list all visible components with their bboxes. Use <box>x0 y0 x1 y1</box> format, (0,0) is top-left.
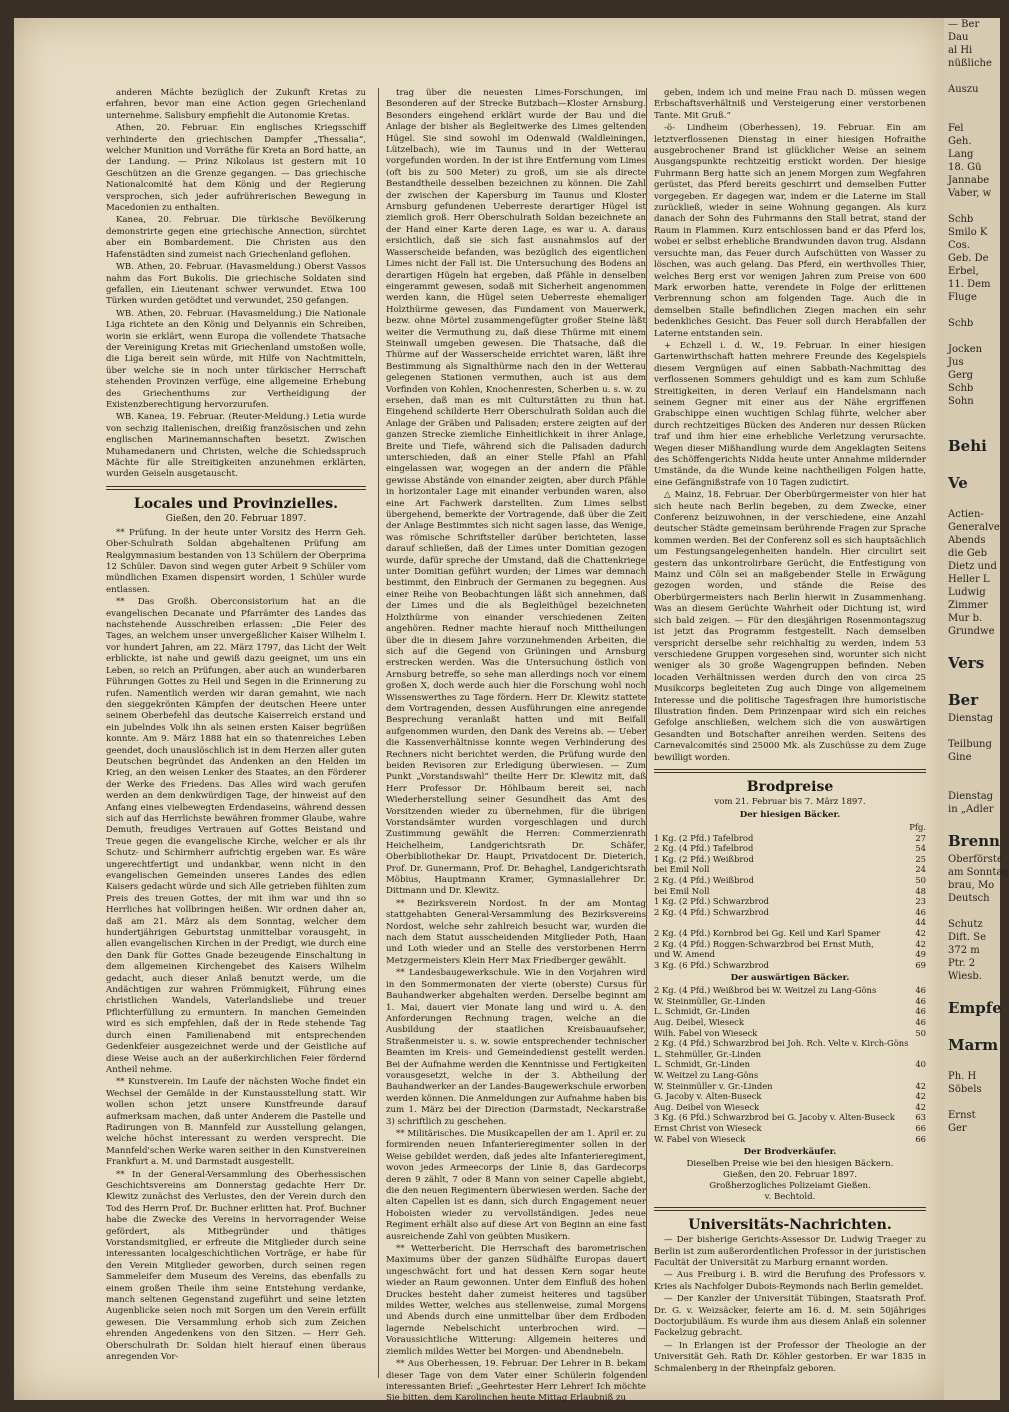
price-item: L. Stehmüller, Gr.-Linden <box>654 1048 762 1059</box>
edge-fragment: Auszu <box>948 84 979 95</box>
edge-fragment: Dietz und <box>948 561 997 572</box>
bread-prices-title: Brodpreise <box>746 778 834 795</box>
edge-fragment: Dift. Se <box>948 932 987 943</box>
price-item: 2 Kg. (4 Pfd.) Tafelbrod <box>654 843 754 854</box>
column-rule <box>378 88 379 1378</box>
price-row <box>654 833 926 844</box>
price-value: 63 <box>915 1112 926 1123</box>
price-value: 46 <box>915 985 926 996</box>
edge-fragment: Empfe <box>948 999 1002 1017</box>
price-item: 1 Kg. (2 Pfd.) Tafelbrod <box>654 832 754 843</box>
price-item: 2 Kg. (4 Pfd.) Roggen-Schwarzbrod bei Ernst Muth, <box>654 938 874 949</box>
edge-fragment: Generalve <box>948 522 1000 533</box>
price-row <box>654 864 926 875</box>
price-row <box>654 985 926 996</box>
price-value: 46 <box>915 1006 926 1017</box>
edge-fragment <box>944 421 1000 434</box>
price-value: 42 <box>915 938 926 949</box>
newspaper-page <box>14 18 944 1404</box>
edge-fragment: Marm <box>948 1036 999 1054</box>
price-row <box>654 843 926 854</box>
edge-fragment: Ernst <box>948 1110 976 1121</box>
price-value: 42 <box>915 1080 926 1091</box>
article-paragraph: + Echzell i. d. W., 19. Februar. In einer hiesigen Gartenwirthschaft hatten mehrere Freunde des Kegelspiels diesem Vergnügen auf einen Sabbath-Nachmittag des verflossenen Sommers gehuldigt und es kam zum Schluße Streitigkeiten, in deren Verlauf ein Handelsmann nach seinem Gegner mit einer aus der Nähe ergriffenen Grabschippe einen wuchtigen Schlag führte, welcher aber durch rechtzeitiges Bücken des Anderen nur dessen Rücken traf und ihm hier eine erhebliche Verletzung verursachte. Wegen dieser Mißhandlung wurde dem Angeklagten Seitens des Schöffengerichts Nidda heute unter Annahme mildernder Umstände, da die Wunde keine nachtheiligen Folgen hatte, eine Gefängnißstrafe von 10 Tagen zudictirt. <box>654 340 926 488</box>
price-value: 46 <box>915 995 926 1006</box>
price-item: 1 Kg. (2 Pfd.) Schwarzbrod <box>654 896 770 907</box>
edge-fragment: Vers <box>948 654 985 672</box>
price-value: 54 <box>915 843 926 854</box>
price-value <box>898 1070 926 1081</box>
edge-fragment: Gine <box>948 752 972 763</box>
edge-fragment: Erbel, <box>948 266 979 277</box>
edge-fragment: Geb. De <box>948 253 989 264</box>
edge-fragment: Oberförste <box>948 854 1003 865</box>
edge-fragment <box>944 725 1000 738</box>
edge-fragment: Ger <box>948 1123 967 1134</box>
article-paragraph: — Aus Freiburg i. B. wird die Berufung des Professors v. Kries als Nachfolger Dubois-Reymonds nach Berlin gemeldet. <box>654 1270 926 1292</box>
closing-line: v. Bechtold. <box>764 1192 816 1203</box>
edge-fragment: Ve <box>948 474 968 492</box>
edge-fragment: Sohn <box>948 396 974 407</box>
bread-sellers-heading: Der Brodverkäufer. <box>743 1147 837 1158</box>
price-unit: Pfg. <box>909 821 926 832</box>
edge-fragment: Dau <box>948 32 969 43</box>
edge-fragment: Schb <box>948 383 974 394</box>
price-row <box>654 907 926 918</box>
edge-fragment: die Geb <box>948 548 988 559</box>
price-value: 69 <box>915 959 926 970</box>
edge-fragment: — Ber <box>948 19 980 30</box>
price-item: 2 Kg. (4 Pfd.) Kornbrod bei Gg. Keil und Karl Spamer <box>654 927 881 938</box>
section-title-locales: Locales und Provinzielles. <box>133 495 339 512</box>
edge-fragment: 18. Gü <box>948 162 982 173</box>
column-2 <box>386 88 646 1404</box>
article-paragraph: -ö- Lindheim (Oberhessen), 19. Februar. Ein am letztverflossenen Dienstag in einer hiesigen Hofraithe ausgebrochener Brand ist glücklicher Weise an seinem Ausgangspunkte rechtzeitig erstickt worden. Der hiesige Fuhrmann Berg hatte sich an jenem Morgen zum Wegfahren gerüstet, das Pferd bereits geschirrt und demselben Futter vorgegeben. Er dagegen war, indem er die Laterne im Stall zurückließ, wieder in seine Wohnung gegangen. Als kurz danach der Sohn des Fuhrmanns den Stall betrat, stand der Raum in Flammen. Kurz entschlossen band er das Pferd los, wobei er selbst erhebliche Brandwunden davon trug. Alsdann versuchte man, das Feuer durch Aufschütten von Wasser zu löschen, was auch gelang. Das Pferd, ein werthvolles Thier, welches Berg erst vor wenigen Jahren zum Preise von 600 Mark erworben hatte, verendete in Folge der erlittenen Verbrennung schon am folgenden Tage. Auch die in demselben Stalle befindlichen Ziegen machen ein sehr bedenkliches Gesicht. Das Feuer soll durch Herabfallen der Laterne entstanden sein. <box>654 123 926 339</box>
article-paragraph: Athen, 20. Februar. Ein englisches Kriegsschiff verhinderte den griechischen Dampfer „Thessalia“, welcher Munition und Vorräthe für Kreta an Bord hatte, an der Landung. — Prinz Nikolaus ist gestern mit 10 Geschützen an die Grenze gegangen. — Das griechische Nationalcomité hat dem König und der Regierung versprochen, sich jeder aufrührerischen Bewegung in Macedonien zu enthalten. <box>106 123 366 214</box>
edge-fragment: nüßliche <box>948 58 992 69</box>
price-item: Aug. Deibel, Wieseck <box>654 1017 744 1028</box>
price-item: 2 Kg. (4 Pfd.) Schwarzbrod bei Joh. Rch. Velte v. Kirch-Göns <box>654 1038 909 1049</box>
price-value: 50 <box>915 874 926 885</box>
price-value: 42 <box>915 1101 926 1112</box>
price-row <box>654 1134 926 1145</box>
edge-fragment: Schutz <box>948 919 983 930</box>
edge-fragment <box>944 638 1000 651</box>
edge-fragment: Heller L <box>948 574 990 585</box>
edge-fragment <box>944 109 1000 122</box>
edge-fragment <box>944 96 1000 109</box>
closing-line: Gießen, den 20. Februar 1897. <box>722 1170 858 1181</box>
price-item: 3 Kg. (6 Pfd.) Schwarzbrod bei G. Jacoby v. Alten-Buseck <box>654 1112 895 1123</box>
article-paragraph: anderen Mächte bezüglich der Zukunft Kretas zu erfahren, bevor man eine Action gegen Griechenland unternehme. Salisbury empfiehlt die Autonomie Kretas. <box>106 88 366 121</box>
edge-fragment: Mur b. <box>948 613 983 624</box>
price-value: 23 <box>915 896 926 907</box>
price-item: G. Jacoby v. Alten-Buseck <box>654 1091 762 1102</box>
edge-fragment: Zimmer <box>948 600 988 611</box>
edge-fragment: Dienstag <box>948 791 994 802</box>
price-row <box>654 886 926 897</box>
article-paragraph: ** Bezirksverein Nordost. In der am Montag stattgehabten General-Versammlung des Bezirksvereins Nordost, welche sehr zahlreich besucht war, wurden die nach dem Statut ausscheidenden Mitglieder Poth, Haan und Loth wieder und an Stelle des verstorbenen Herrn Metzgermeisters Klein Herr Max Friedberger gewählt. <box>386 898 646 966</box>
edge-fragment: Jannabe <box>948 175 990 186</box>
price-row <box>654 854 926 865</box>
section-rule <box>654 1207 926 1211</box>
university-news-title: Universitäts-Nachrichten. <box>688 1217 892 1234</box>
price-row <box>654 1049 926 1060</box>
edge-fragment: Söbels <box>948 1084 982 1095</box>
edge-fragment <box>944 777 1000 790</box>
edge-fragment <box>944 816 1000 829</box>
price-row <box>654 1006 926 1017</box>
price-value: 66 <box>915 1133 926 1144</box>
edge-fragment: Cos. <box>948 240 970 251</box>
price-row <box>654 1081 926 1092</box>
price-value: 24 <box>915 864 926 875</box>
price-value: 46 <box>915 1017 926 1028</box>
edge-fragment: al Hi <box>948 45 973 56</box>
price-value: 44 <box>915 917 926 928</box>
price-value: 42 <box>915 927 926 938</box>
price-row <box>654 1070 926 1081</box>
article-paragraph: — Der bisherige Gerichts-Assessor Dr. Ludwig Traeger zu Berlin ist zum außerordentlichen Professor in der juristischen Facultät der Universität zu Marburg ernannt worden. <box>654 1235 926 1268</box>
article-paragraph: — In Erlangen ist der Professor der Theologie an der Universität Geh. Rath Dr. Köhler gestorben. Er war 1835 in Schmalenberg in der Rheinpfalz geboren. <box>654 1340 926 1374</box>
price-item: W. Steinmüller v. Gr.-Linden <box>654 1080 773 1091</box>
edge-fragment: Ber <box>948 691 979 709</box>
outer-bakers-heading: Der auswärtigen Bäcker. <box>730 973 850 984</box>
price-row <box>654 917 926 928</box>
edge-fragment: Ludwig <box>948 587 986 598</box>
edge-fragment: Teilbung <box>948 739 992 750</box>
edge-fragment: Wiesb. <box>948 971 982 982</box>
price-row <box>654 949 926 960</box>
edge-fragment: Abends <box>948 535 986 546</box>
edge-fragment: Gerg <box>948 370 974 381</box>
edge-fragment: Fluge <box>948 292 977 303</box>
edge-fragment: 372 m <box>948 945 980 956</box>
local-bakers-heading: Der hiesigen Bäcker. <box>739 809 841 820</box>
edge-fragment <box>944 408 1000 421</box>
price-value: 25 <box>915 853 926 864</box>
edge-fragment: Schb <box>948 214 974 225</box>
article-paragraph: ** Militärisches. Die Musikcapellen der am 1. April er. zu formirenden neuen Infanterieregimenter sollen in der Weise gebildet werden, daß jedes alte Infanterieregiment, wovon jedes Armeecorps der Linie 8, das Gardecorps deren 9 zählt, 7 oder 8 Mann von seiner Capelle abgiebt, die den neuen Regimentern überwiesen werden. Sache der alten Capellen ist es dann, sich durch Engagement neuer Hoboisten wieder zu vervollständigen. Jedes neue Regiment erhält also auf diese Art von Beginn an eine fast ausreichende Zahl von geübten Musikern. <box>386 1128 646 1242</box>
edge-fragment: Actien- <box>948 509 984 520</box>
price-item: W. Weitzel zu Lang-Göns <box>654 1070 759 1081</box>
edge-fragment: Fel <box>948 123 964 134</box>
price-row <box>654 1028 926 1039</box>
section-rule <box>106 486 366 490</box>
column-3 <box>654 88 926 1388</box>
price-row <box>654 896 926 907</box>
edge-fragment <box>944 330 1000 343</box>
edge-fragment: Jocken <box>948 344 983 355</box>
article-paragraph: WB. Athen, 20. Februar. (Havasmeldung.) Oberst Vassos nahm das Fort Bukolis. Die griechische Soldaten sind gefallen, ein Lieutenant schwer verwundet. Etwa 100 Türken wurden getödtet und verwundet, 250 gefangen. <box>106 262 366 307</box>
price-item: Wilh. Fabel von Wieseck <box>654 1027 758 1038</box>
price-item: L. Schmidt, Gr.-Linden <box>654 1059 750 1070</box>
edge-fragment: brau, Mo <box>948 880 995 891</box>
edge-fragment: am Sonntag <box>948 867 1009 878</box>
price-value: 66 <box>915 1123 926 1133</box>
edge-fragment <box>944 764 1000 777</box>
price-item: 2 Kg. (4 Pfd.) Weißbrod bei W. Weitzel zu Lang-Göns <box>654 985 877 996</box>
price-item: bei Emil Noll <box>654 864 710 875</box>
bread-prices-period: vom 21. Februar bis 7. März 1897. <box>714 796 866 807</box>
price-item: 3 Kg. (6 Pfd.) Schwarzbrod <box>654 959 770 970</box>
edge-fragment <box>944 70 1000 83</box>
closing-line: Großherzogliches Polizeiamt Gießen. <box>709 1181 871 1192</box>
edge-fragment: Brenn <box>948 832 1000 850</box>
edge-fragment: Lang <box>948 149 974 160</box>
price-row <box>654 1091 926 1102</box>
edge-fragment: 11. Dem <box>948 279 991 290</box>
price-value: 42 <box>915 1091 926 1102</box>
edge-fragment <box>944 1057 1000 1070</box>
price-row <box>654 996 926 1007</box>
price-row <box>654 875 926 886</box>
price-item: Ernst Christ von Wieseck <box>654 1123 762 1133</box>
edge-fragment: Ph. H <box>948 1071 977 1082</box>
price-item: 2 Kg. (4 Pfd.) Schwarzbrod <box>654 906 770 917</box>
edge-fragment <box>944 495 1000 508</box>
edge-fragment: Jus <box>948 357 964 368</box>
edge-fragment <box>944 983 1000 996</box>
closing-line: Dieselben Preise wie bei den hiesigen Bäckern. <box>686 1159 894 1170</box>
price-item: W. Fabel von Wieseck <box>654 1133 746 1144</box>
price-value: 49 <box>915 949 926 960</box>
price-row <box>654 1038 926 1049</box>
edge-fragment: in „Adler <box>948 804 994 815</box>
price-unit-row <box>654 822 926 833</box>
edge-fragment <box>944 458 1000 471</box>
edge-fragment: Schb <box>948 318 974 329</box>
edge-fragment <box>944 675 1000 688</box>
price-row <box>654 1059 926 1070</box>
price-row <box>654 1017 926 1028</box>
article-paragraph: WB. Athen, 20. Februar. (Havasmeldung.) Die Nationale Liga richtete an den König und Delyannis ein Schreiben, worin sie erklärt, wenn Europa die vollendete Thatsache der Vereinigung Kretas mit Griechenland umstoßen wolle, die Liga bereit sein würde, mit Hilfe von Nachtmitteln, über welche sie in noch unter türkischer Herrschaft stehenden Provinzen verfüge, eine allgemeine Erhebung des Griechenthums zur Vertheidigung der Existenzberechtigung hervorzurufen. <box>106 308 366 410</box>
section-rule <box>654 769 926 773</box>
edge-fragment <box>944 200 1000 213</box>
price-value: 46 <box>915 906 926 917</box>
edge-fragment <box>944 304 1000 317</box>
edge-fragment: Deutsch <box>948 893 990 904</box>
article-paragraph: trag über die neuesten Limes-Forschungen, im Besonderen auf der Strecke Butzbach—Kloster Arnsburg. Besonders eingehend erklärt wurde der Bau und die Anlage der bisher als Begleitwerke des Limes geltenden Hügel. Sie sind sowohl im Odenwald (Waldleiningen, Lützelbach), wie im Taunus und in der Wetterau vorgefunden worden. In der ist ihre Entfernung vom Limes (oft bis zu 500 Meter) zu groß, um sie als directe Bestandtheile desselben bezeichnen zu können. Die Zahl der zwischen der Kapersburg im Taunus und Kloster Arnsburg gefundenen Ueberreste derartiger Hügel ist ziemlich groß. Herr Oberschulrath Soldan bezeichnete an der Hand einer Karte deren Lage, es war u. A. daraus ersichtlich, daß sie sich fast ausnahmslos auf der Wasserscheide befanden, was bezüglich des eigentlichen Limes nicht der Fall ist. Die Untersuchung des Bodens an derartigen Hügeln hat ergeben, daß Pfähle in denselben eingerammt gewesen, sodaß mit Sicherheit angenommen werden kann, die Hügel seien Ueberreste ehemaliger Holzthürme gewesen, das Fundament von Mauerwerk, bezw. ohne Mörtel zusammengefügter großer Steine läßt weiter die Vermuthung zu, daß diese Thürme mit einem Steinwall umgeben gewesen. Die Thatsache, daß die Thürme auf der Wasserscheide errichtet waren, läßt ihre Bestimmung als Signalthürme nach den in der Wetterau gelegenen Stationen vermuthen, auch ist aus dem Vorfinden von Kohlen, Knochenresten, Scherben u. s. w. zu ersehen, daß man es mit Culturstätten zu thun hat. Eingehend schilderte Herr Oberschulrath Soldan auch die Anlage der Gräben und Palisaden; erstere zeigten auf der ganzen Strecke ziemliche Einheitlichkeit in ihrer Anlage, Breite und Tiefe, während sich die Palisaden dadurch unterschieden, daß an einer Stelle Pfahl an Pfahl eingelassen war, wogegen an der andern die Pfähle gewisse Abstände von einander zeigten, aber durch Pfähle in horizontaler Lage mit einander verbunden waren, also eine Art Fachwerk darstellten. Zum Limes selbst übergehend, bemerkte der Vortragende, daß über die Zeit der Anlage Bestimmtes sich nicht sagen lasse, das Wenige, was römische Schriftsteller darüber berichteten, lasse darauf schließen, daß der Limes unter Domitian gezogen wurde, dafür spreche der Umstand, daß die Chattenkriege unter Domitian geführt wurden; der Limes war demnach bestimmt, den Einbruch der Germanen zu begegnen. Aus einer Reihe von Beobachtungen läßt sich annehmen, daß der Limes und die als Begleithügel bezeichneten Holzthürme von einander verschiedenen Zeiten angehören. Redner machte hierauf noch Mittheilungen über die in diesem Jahre vorzunehmenden Arbeiten, die sich auf die Gegend von Grüningen und Arnsburg erstrecken werden. Was die Untersuchung östlich von Arnsburg betreffe, so sehe man allerdings noch vor einem großen X, doch werde auch hier die Forschung wohl noch Wissenswerthes zu Tage fördern. Herr Dr. Klewitz stattete dem Vortragenden, dessen Ausführungen eine anregende Besprechung veranlaßt hatten und mit Beifall aufgenommen wurden, den Dank des Vereins ab. — Ueber die Kassenverhältnisse konnte wegen Verhinderung des Rechners nicht berichtet werden, die Prüfung wurde den beiden Revisoren zur Erledigung überwiesen. — Zum Punkt „Vorstandswahl“ theilte Herr Dr. Klewitz mit, daß Herr Professor Dr. Höhlbaum bereit sei, nach Wiederherstellung seiner Gesundheit das Amt des Vorsitzenden wieder zu übernehmen, für die übrigen Vorstandsämter wurden vorgeschlagen und durch Zustimmung gewählt die Herren: Commerzienrath Heichelheim, Landgerichtsrath Dr. Schäfer, Oberbibliothekar Dr. Haupt, Privatdocent Dr. Dieterich, Prof. Dr. Gunermann, Prof. Dr. Behaghel, Landgerichtsrath Möbius, Hauptmann Kramer, Gymnasiallehrer Dr. Dittmann und Dr. Klewitz. <box>386 88 646 897</box>
edge-fragment: Grundwe <box>948 626 995 637</box>
article-paragraph: Kanea, 20. Februar. Die türkische Bevölkerung demonstrirte gegen eine griechische Annection, sürchtet aber ein Bombardement. Die Christen aus den Hafenstädten sind zumeist nach Griechenland geflohen. <box>106 215 366 260</box>
edge-fragment: Ptr. 2 <box>948 958 976 969</box>
price-row <box>654 1112 926 1123</box>
column-1 <box>106 88 366 1388</box>
price-value: 27 <box>915 832 926 843</box>
edge-fragment: Smilo K <box>948 227 988 238</box>
price-item: bei Emil Noll <box>654 885 710 896</box>
price-row <box>654 939 926 950</box>
price-item: 1 Kg. (2 Pfd.) Weißbrod <box>654 853 754 864</box>
price-row <box>654 928 926 939</box>
article-paragraph: ** In der General-Versammlung des Oberhessischen Geschichtsvereins am Donnerstag gedachte Herr Dr. Klewitz zunächst des Verlustes, den der Verein durch den Tod des Herrn Prof. Dr. Buchner erlitten hat. Prof. Buchner habe die Zwecke des Vereins in hervorragender Weise gefördert, als Mitbegründer und thätiges Vorstandsmitglied, er erfreute die Mitglieder durch seine interessanten localgeschichtlichen Vorträge, er habe für den Verein Mitglieder geworben, durch seinen regen Sammeleifer dem Museum des Vereins, das ebenfalls zu einem großen Theile ihm seine Entstehung verdanke, manch seltenen Gegenstand zugeführt und seine letzten Augenblicke seien noch mit Sorgen um den Verein erfüllt gewesen. Die Versammlung erhob sich zum Zeichen ehrenden Angedenkens von den Sitzen. — Herr Geh. Oberschulrath Dr. Soldan hielt hierauf einen überaus anregenden Vor- <box>106 1169 366 1363</box>
article-paragraph: ** Das Großh. Oberconsistorium hat an die evangelischen Decanate und Pfarrämter des Landes das nachstehende Ausschreiben erlassen: „Die Feier des Tages, an welchem unser unvergeßlicher Kaiser Wilhelm I. vor hundert Jahren, am 22. März 1797, das Licht der Welt erblickte, ist nahe und gewiß dazu geeignet, um uns ein Leben, so reich an Prüfungen, aber auch an wunderbaren Führungen Gottes zu Heil und Segen in die Erinnerung zu rufen. Namentlich werden wir daran gemahnt, wie nach den sieggekrönten Kämpfen der deutschen Heere unter seinem Oberbefehl das deutsche Kaiserreich erstand und ein jubelndes Volk ihn als seinen ersten Kaiser begrüßen konnte. Am 9. März 1888 hat ein so thatenreiches Leben geendet, doch unauslöschlich ist in dem Herzen aller guten Deutschen begründet das Andenken an den Helden im Krieg, an den weisen Lenker des Staates, an den Förderer der Werke des Friedens. Das Alles wird wach gerufen werden an dem denkwürdigen Tage, der hinweist auf den Anfang eines vielbewegten Erdendaseins, während dessen sich auf das Herrlichste bewähren frommer Glaube, wahre Demuth, freudiges Vertrauen auf Gottes Beistand und Treue gegen die evangelische Kirche, welcher er als ihr Schutz- und Schirmherr aufrichtig ergeben war. Es wäre ungerechtfertigt und undankbar, wenn nicht in den evangelischen Gemeinden unseres Landes des edlen Kaisers gedacht würde und sich Alle getrieben fühlten zum Preis des treuen Gottes, der mit ihm war und ihn so Herrliches hat vollbringen heißen. Wir ordnen daher an, daß am 21. März als dem Sonntag, welcher dem hundertjährigen Geburtstag unmittelbar vorausgeht, in allen evangelischen Kirchen in der Predigt, wie durch eine den Dank für Gottes Gnade bezeugende Einschaltung in dem allgemeinen Kirchengebet des Kaisers Wilhelm gedacht, auch dieser Anlaß benutzt werde, um die Andächtigen zur wahren Frömmigkeit, Führung eines christlichen Wandels, Vaterlandsliebe und treuer Pflichterfüllung zu ermuntern. In manchen Gemeinden wird es sich empfehlen, daß der in Rede stehende Tag durch einen Familienabend mit entsprechenden Gedenkfeier ausgezeichnet werde und der Geistliche auf diese Weise auch an der außerkirchlichen Feier fördernd Antheil nehme. <box>106 597 366 1075</box>
price-value <box>908 1038 926 1049</box>
edge-fragment: Geh. <box>948 136 972 147</box>
article-paragraph: ** Wetterbericht. Die Herrschaft des barometrischen Maximums über der ganzen Südhälfte Europas dauert ungeschwächt fort und hat dessen Kern sogar heute wieder an Raum gewonnen. Unter dem Einfluß des hohen Druckes besteht daher zumeist heiteres und tagsüber mildes Wetter, welches aus stellenweise, zumal Morgens und Abends durch eine unmittelbar über dem Erdboden lagernde Nebelschicht unterbrochen wird. — Voraussichtliche Witterung: Allgemein heiteres und ziemlich mildes Wetter bei Morgen- und Abendnebeln. <box>386 1244 646 1357</box>
edge-fragment: Vaber, w <box>948 188 992 199</box>
article-paragraph: ** Kunstverein. Im Laufe der nächsten Woche findet ein Wechsel der Gemälde in der Kunstausstellung statt. Wir wollen schon jetzt unsere Kunstfreunde darauf aufmerksam machen, daß unter Anderem die Pastelle und Radirungen von B. Mannfeld zur Ausstellung gelangen, welche höchst interessant zu werden versprecht. Die Mannfeld'schen Werke waren seither in den Kunstvereinen Frankfurt a. M. und Darmstadt ausgestellt. <box>106 1077 366 1168</box>
article-paragraph: △ Mainz, 18. Februar. Der Oberbürgermeister von hier hat sich heute nach Berlin begeben, zu dem Zwecke, einer Conferenz beizuwohnen, in der verschiedene, eine Anzahl deutscher Städte gemeinsam berührende Fragen zur Sprache kommen werden. Bei der Conferenz soll es sich hauptsächlich um Festungsangelegenheiten handeln. Hier circulirt seit gestern das unkontrolirbare Gerücht, die Entfestigung von Mainz und Cöln sei an maßgebender Stelle in Erwägung gezogen worden, und stände die Reise des Oberbürgermeisters nach Berlin hierwit in Zusammenhang. Was an diesem Gerüchte Wahrheit oder Dichtung ist, wird sich bald zeigen. — Für den diesjährigen Rosenmontagszug ist jetzt das Programm festgestellt. Nach demselben verspricht derselbe sehr reichhaltig zu werden, indem 53 verschiedene Gruppen vorgesehen sind, worunter sich nicht weniger als 30 große Wagengruppen befinden. Neben locaden Verhältnissen werden durch den von circa 25 Musikcorps begleiteten Zug auch Dinge von allgemeinem Interesse und die politische Tagesfragen ihre humoristische Illustration finden. Dem Prinzenpaar wird sich ein reiches Gefolge anschließen, welchem sich die von auswärtigen Gesandten und Botschafter anreihen werden. Seitens des Carnevalcomités sind 25000 Mk. als Zuschüsse zu dem Zuge bewilligt worden. <box>654 490 926 763</box>
edge-fragment <box>944 1020 1000 1033</box>
article-paragraph: ** Aus Oberhessen, 19. Februar. Der Lehrer in B. bekam dieser Tage von dem Vater einer Schülerin folgenden interessanten Brief: „Geehrtester Herr Lehrer! Ich möchte Sie bitten, dem Karolinchen heute Mittag Erlaubniß zu <box>386 1359 646 1404</box>
article-paragraph: geben, indem ich und meine Frau nach D. müssen wegen Erbschaftsverhältniß und Versteigerung einer verstorbenen Tante. Mit Gruß.“ <box>654 88 926 121</box>
article-paragraph: ** Landesbaugewerkschule. Wie in den Vorjahren wird in den Sommermonaten der vierte (oberste) Cursus für Bauhandwerker abgehalten werden. Derselbe beginnt am 1. Mai, dauert vier Monate lang und wird u. A. den Anforderungen Rechnung tragen, welche an die Ausbildung der staatlichen Kreisbauaufseher, Straßenmeister u. s. w. sowie entsprechender technischer Beamten im Kreis- und Gemeindedienst gestellt werden. Bei der Aufnahme werden die Kenntnisse und Fertigkeiten vorausgesetzt, welche in der 3. Abtheilung der Bauhandwerker an der Landes-Baugewerkschule erworben werden können. Die Anmeldungen zur Aufnahme haben bis zum 1. März bei der Direction (Darmstadt, Neckarstraße 3) schriftlich zu geschehen. <box>386 968 646 1127</box>
price-item: W. Steinmüller, Gr.-Linden <box>654 995 766 1006</box>
adjacent-page-edge <box>944 18 1009 1400</box>
edge-fragment <box>944 905 1000 918</box>
price-item: Aug. Deibel von Wieseck <box>654 1101 760 1112</box>
price-value <box>898 1049 926 1060</box>
edge-fragment: Dienstag <box>948 713 994 724</box>
price-item: 2 Kg. (4 Pfd.) Weißbrod <box>654 874 754 885</box>
price-value: 48 <box>915 885 926 896</box>
dateline: Gießen, den 20. Februar 1897. <box>165 513 307 524</box>
edge-fragment <box>944 1096 1000 1109</box>
price-row <box>654 960 926 971</box>
price-value: 40 <box>915 1059 926 1070</box>
column-rule <box>646 88 647 1378</box>
edge-fragment: Behi <box>948 437 987 455</box>
price-item <box>654 917 898 928</box>
article-paragraph: ** Prüfung. In der heute unter Vorsitz des Herrn Geh. Ober-Schulrath Soldan abgehaltenen Prüfung am Realgymnasium bestanden von 13 Schülern der Oberprima 12 Schüler. Davon sind wegen guter Arbeit 9 Schüler vom mündlichen Examen dispensirt worden, 1 Schüler wurde entlassen. <box>106 527 366 595</box>
article-paragraph: WB. Kanea, 19. Februar. (Reuter-Meldung.) Letia wurde von sechzig italienischen, dreißig französischen und zehn englischen Marinemannschaften besetzt. Zwischen Muhamedanern und Christen, welche die Schiedsspruch Mächte für alle Streitigkeiten anzunehmen erklärten, wurden Geiseln ausgetauscht. <box>106 412 366 480</box>
price-value: 50 <box>915 1027 926 1038</box>
article-paragraph: — Der Kanzler der Universität Tübingen, Staatsrath Prof. Dr. G. v. Weizsäcker, feierte am 16. d. M. sein 50jähriges Doctorjubiläum. Es wurde ihm aus diesem Anlaß ein solenner Fackelzug gebracht. <box>654 1294 926 1339</box>
price-row <box>654 1123 926 1134</box>
price-row <box>654 1102 926 1113</box>
price-item: und W. Amend <box>654 949 715 960</box>
price-item: L. Schmidt, Gr.-Linden <box>654 1006 750 1017</box>
